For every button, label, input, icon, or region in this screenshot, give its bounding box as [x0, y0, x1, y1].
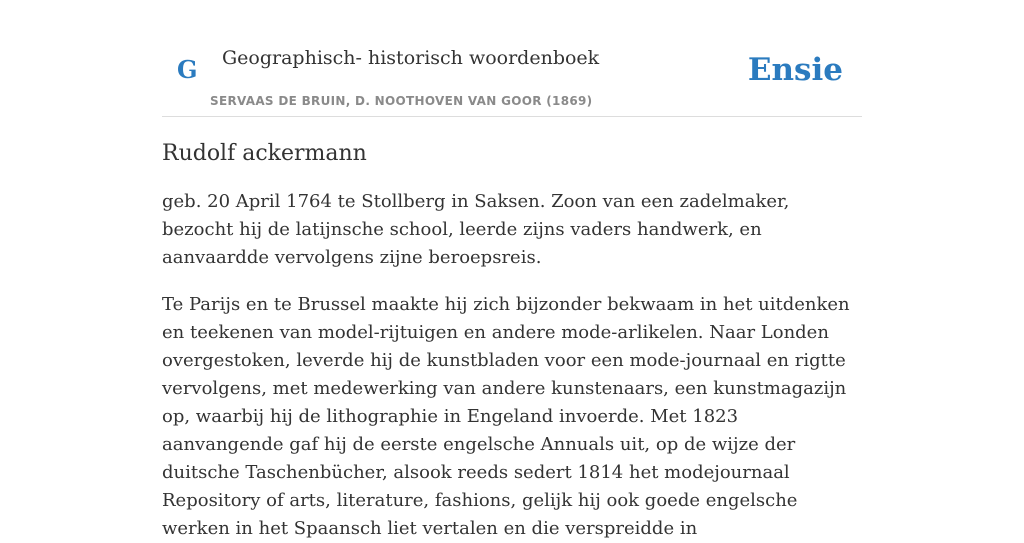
book-authors: SERVAAS DE BRUIN, D. NOOTHOVEN VAN GOOR (1869): [210, 94, 593, 108]
header: [162, 0, 862, 117]
ensie-logo[interactable]: Ensie: [747, 52, 843, 88]
entry-title: Rudolf ackermann: [162, 141, 367, 166]
book-logo-icon[interactable]: G: [177, 55, 198, 84]
entry-content: [162, 137, 862, 543]
entry-paragraph: geb. 20 April 1764 te Stollberg in Saksen. Zoon van een zadelmaker, bezocht hij de latijnsche school, leerde zijns vaders handwerk, en aanvaardde vervolgens zijne beroepsreis.: [162, 191, 790, 268]
book-title[interactable]: Geographisch- historisch woordenboek: [222, 47, 600, 69]
entry-paragraph: Te Parijs en te Brussel maakte hij zich bijzonder bekwaam in het uitdenken en teekenen van model-rijtuigen en andere mode-arlikelen. Naar Londen overgestoken, leverde hij de kunstbladen voor een mode-journaal en rigtte vervolgens, met medewerking van andere kunstenaars, een kunstmagazijn op, waarbij hij de lithographie in Engeland invoerde. Met 1823 aanvangende gaf hij de eerste engelsche Annuals uit, op de wijze der duitsche Taschenbücher, alsook reeds sedert 1814 het modejournaal Repository of arts, literature, fashions, gelijk hij ook goede engelsche werken in het Spaansch liet vertalen en die verspreidde in: [162, 294, 850, 539]
